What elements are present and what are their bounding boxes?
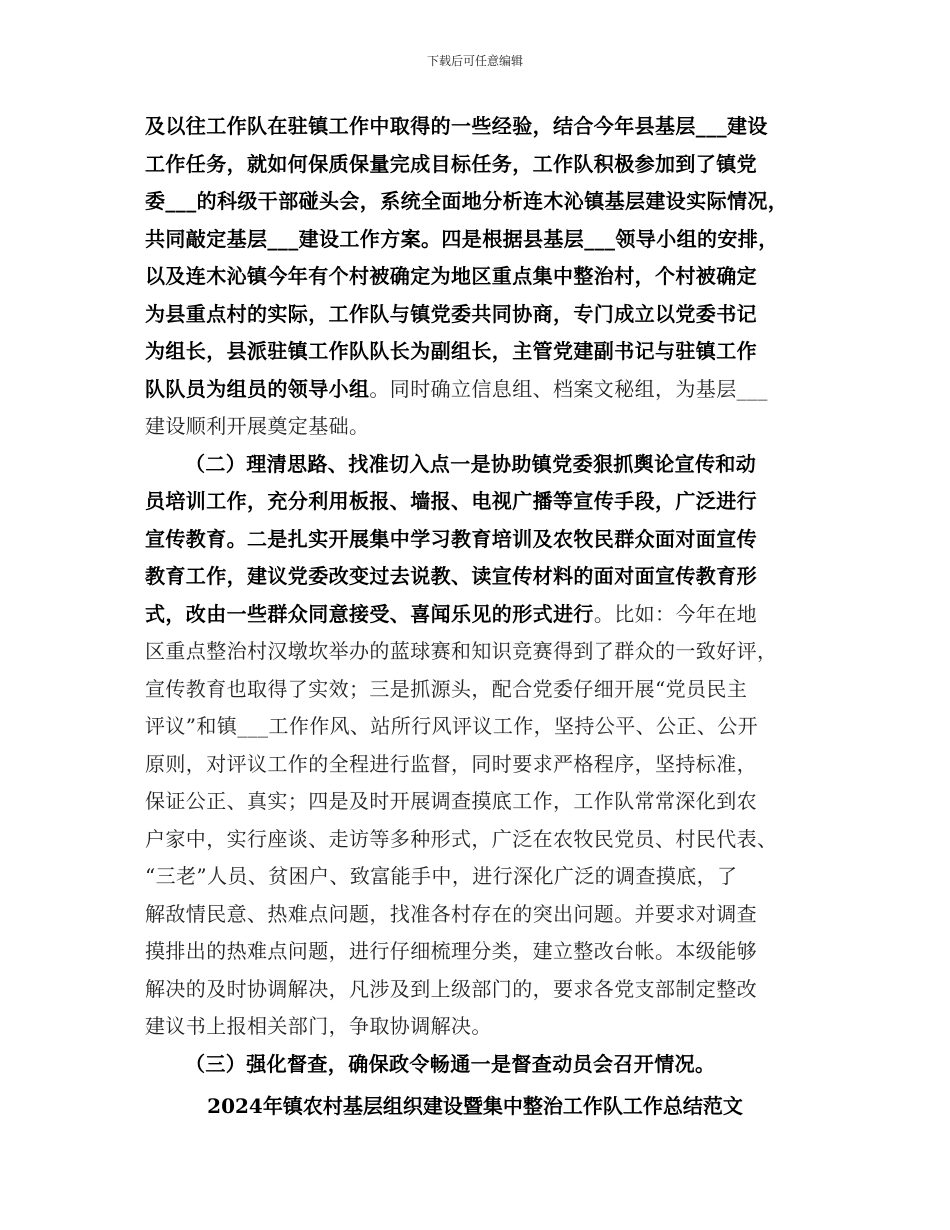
- text-segment: 委___的科级干部碰头会，系统全面地分析连木沁镇基层建设实际情况，: [145, 189, 789, 213]
- text-segment: 评议”和镇___工作作风、站所行风评议工作，坚持公平、公正、公开: [145, 714, 759, 738]
- text-line: [145, 558, 825, 596]
- text-segment: 建设顺利开展奠定基础。: [145, 414, 370, 438]
- text-segment: 户家中，实行座谈、走访等多种形式，广泛在农牧民党员、村民代表、: [145, 826, 778, 851]
- text-line: [145, 596, 825, 634]
- text-segment: 式，改由一些群众同意接受、喜闻乐见的形式进行: [145, 601, 594, 626]
- text-line: [145, 521, 825, 559]
- text-line: [145, 296, 825, 334]
- text-segment: 教育工作，建议党委改变过去说教、读宣传材料的面对面宣传教育形: [145, 564, 757, 588]
- text-segment: 员培训工作，充分利用板报、墙报、电视广播等宣传手段，广泛进行: [145, 489, 757, 513]
- text-line: [145, 783, 825, 821]
- text-line: [145, 746, 825, 784]
- text-line: [145, 933, 825, 971]
- text-segment: 共同敲定基层___建设工作方案。四是根据县基层___领导小组的安排，: [145, 226, 779, 251]
- text-segment: 建议书上报相关部门，争取协调解决。: [145, 1014, 492, 1038]
- text-line: [145, 146, 825, 184]
- text-line: [145, 821, 825, 859]
- text-line: [145, 108, 825, 146]
- text-line: [145, 671, 825, 709]
- text-segment: 。比如：今年在地: [593, 601, 758, 626]
- text-segment: 队队员为组员的领导小组: [145, 376, 370, 401]
- text-segment: 宣传教育也取得了实效；三是抓源头，配合党委仔细开展“党员民主: [145, 676, 748, 701]
- text-segment: 工作任务，就如何保质保量完成目标任务，工作队积极参加到了镇党: [145, 151, 757, 176]
- text-line: [145, 633, 825, 671]
- text-line: [145, 483, 825, 521]
- text-segment: 为县重点村的实际，工作队与镇党委共同协商，专门成立以党委书记: [145, 301, 757, 326]
- text-segment: 解决的及时协调解决，凡涉及到上级部门的，要求各党支部制定整改: [145, 976, 757, 1001]
- page-header: 下载后可任意编辑: [426, 54, 523, 68]
- text-line: [145, 896, 825, 934]
- text-line: [145, 971, 825, 1009]
- document-title: 2024年镇农村基层组织建设暨集中整治工作队工作总结范文: [207, 1094, 743, 1118]
- text-line: [145, 333, 825, 371]
- text-line: [145, 1008, 825, 1046]
- text-line: [145, 446, 825, 484]
- text-line: [145, 371, 825, 409]
- text-segment: 。同时确立信息组、档案文秘组，为基层___: [369, 376, 768, 401]
- text-line: [145, 408, 825, 446]
- text-segment: （二）理清思路、找准切入点一是协助镇党委狠抓舆论宣传和动: [185, 451, 757, 476]
- text-line: [145, 183, 825, 221]
- text-segment: 区重点整治村汉墩坎举办的蓝球赛和知识竞赛得到了群众的一致好评，: [145, 639, 778, 663]
- text-segment: 以及连木沁镇今年有个村被确定为地区重点集中整治村，个村被确定: [145, 264, 757, 288]
- text-line: [145, 858, 825, 896]
- text-segment: 解敌情民意、热难点问题，找准各村存在的突出问题。并要求对调查: [145, 901, 757, 926]
- text-line: [145, 221, 825, 259]
- text-segment: “三老”人员、贫困户、致富能手中，进行深化广泛的调查摸底，了: [145, 864, 738, 888]
- text-segment: 宣传教育。二是扎实开展集中学习教育培训及农牧民群众面对面宣传: [145, 526, 757, 551]
- text-line: [145, 258, 825, 296]
- document-body: [145, 108, 825, 1083]
- text-segment: （三）强化督查，确保政令畅通一是督查动员会召开情况。: [185, 1051, 716, 1076]
- text-segment: 为组长，县派驻镇工作队队长为副组长，主管党建副书记与驻镇工作: [145, 339, 757, 363]
- text-line: [145, 1046, 825, 1084]
- text-line: [145, 708, 825, 746]
- text-segment: 保证公正、真实；四是及时开展调查摸底工作，工作队常常深化到农: [145, 789, 757, 813]
- text-segment: 及以往工作队在驻镇工作中取得的一些经验，结合今年县基层___建设: [145, 114, 768, 138]
- text-segment: 原则，对评议工作的全程进行监督，同时要求严格程序，坚持标准，: [145, 751, 757, 776]
- text-segment: 摸排出的热难点问题，进行仔细梳理分类，建立整改台帐。本级能够: [145, 939, 757, 963]
